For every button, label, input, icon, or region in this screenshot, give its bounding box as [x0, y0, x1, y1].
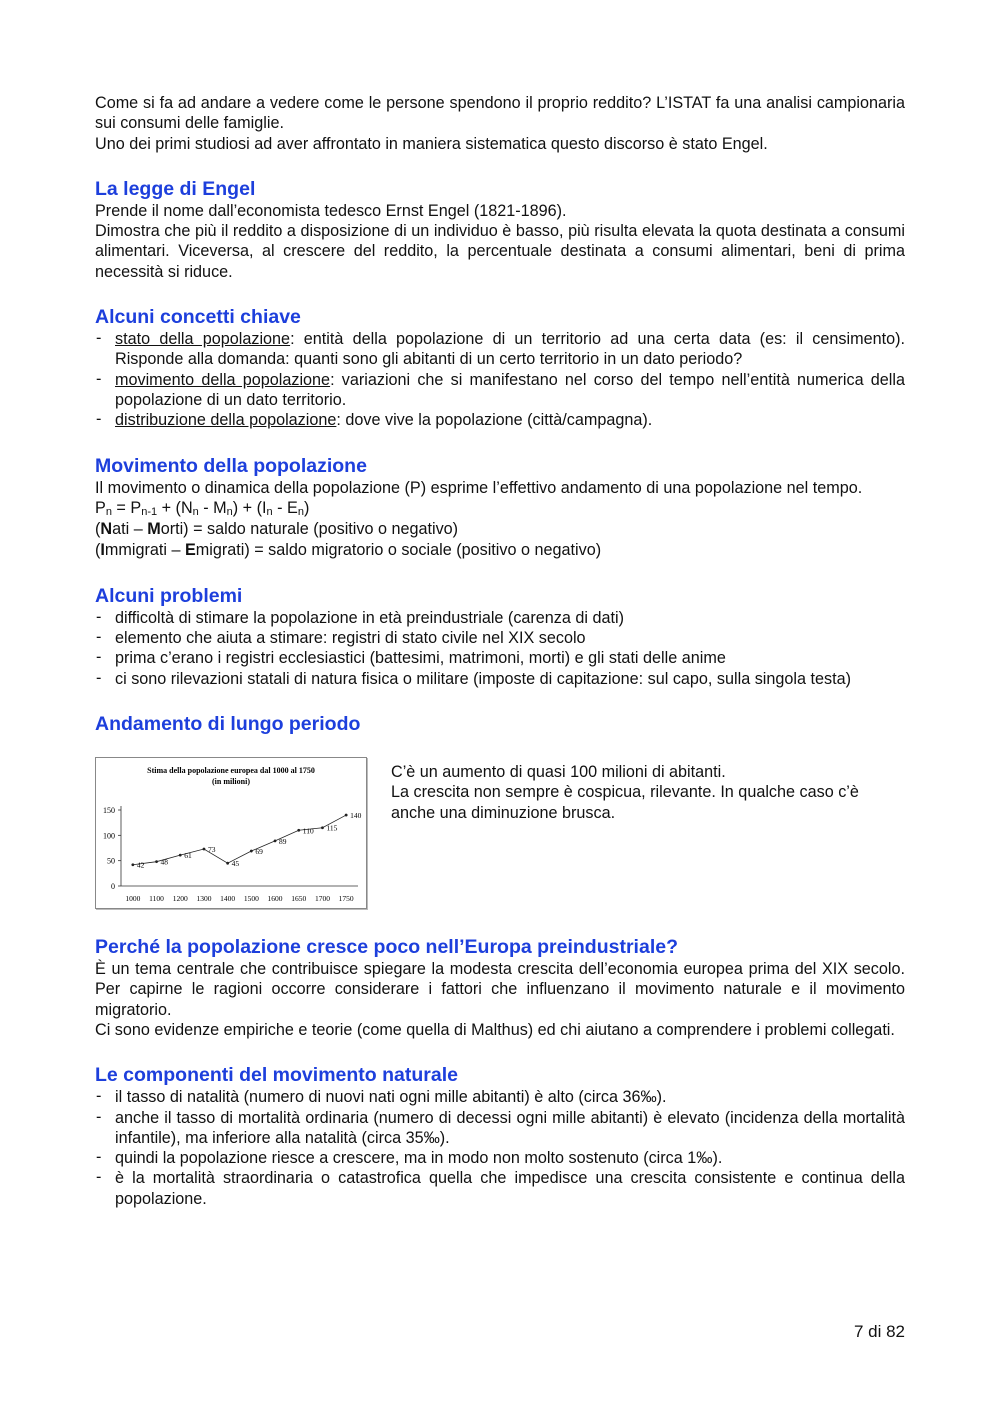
- list-item: [95, 370, 905, 411]
- data-label: 45: [231, 859, 240, 869]
- population-formula: $P_n = P_{n-1} + (N_n - M_n) + (I_n - E_n)$: [95, 498, 310, 518]
- data-point: [179, 854, 182, 857]
- data-label: 69: [255, 847, 263, 857]
- intro-paragraph-1: Come si fa ad andare a vedere come le persone spendono il proprio reddito? L’ISTAT fa una analisi campionaria sui consumi delle famiglie.: [95, 94, 905, 133]
- data-point: [274, 840, 277, 843]
- term-description: : entità della popolazione di un territorio ad una certa data (es: il censimento). Risponde alla domanda: quanti sono gli abitanti di un certo territorio in un dato periodo?: [115, 330, 905, 369]
- x-tick-label: 1200: [172, 894, 188, 904]
- list-item: - prima c’erano i registri ecclesiastici (battesimi, matrimoni, morti) e gli stati delle anime: [95, 648, 905, 668]
- data-label: 42: [136, 860, 145, 870]
- x-tick-label: 1000: [125, 894, 141, 904]
- term-description: : dove vive la popolazione (città/campagna).: [336, 411, 653, 430]
- data-point: [297, 829, 300, 832]
- data-label: 115: [326, 823, 338, 833]
- chart-row: [95, 757, 905, 909]
- heading-perche: Perché la popolazione cresce poco nell’Europa preindustriale?: [95, 936, 678, 959]
- document-page: [95, 93, 905, 1209]
- x-tick-label: 1600: [267, 894, 283, 904]
- page-number: 7 di 82: [853, 1322, 905, 1341]
- term-movimento: movimento della popolazione: [115, 370, 331, 389]
- data-label: 110: [302, 826, 314, 836]
- intro-paragraph-2: Uno dei primi studiosi ad aver affrontato in maniera sistematica questo discorso è stato Engel.: [95, 134, 768, 153]
- x-tick-label: 1700: [314, 894, 330, 904]
- chart-title: Stima della popolazione europea dal 1000 al 1750: [147, 766, 315, 776]
- heading-problemi: Alcuni problemi: [95, 584, 243, 607]
- data-label: 89: [279, 836, 287, 846]
- x-tick-label: 1650: [291, 894, 307, 904]
- list-item: - elemento che aiuta a stimare: registri di stato civile nel XIX secolo: [95, 628, 905, 648]
- y-tick-label: 0: [111, 882, 115, 892]
- section-movimento: [95, 454, 905, 561]
- chart-description: [391, 762, 905, 823]
- section-perche: [95, 935, 905, 1040]
- section-problemi: [95, 584, 905, 689]
- saldo-migratorio: (Immigrati – Emigrati) = saldo migratorio o sociale (positivo o negativo): [95, 540, 602, 559]
- data-label: 140: [350, 811, 362, 821]
- engel-paragraph-2: Dimostra che più il reddito a disposizione di un individuo è basso, più risulta elevata la quota destinata a consumi alimentari. Viceversa, al crescere del reddito, la percentuale destinata a consumi alimentari, beni di prima necessità si riduce.: [95, 222, 905, 281]
- heading-engel: La legge di Engel: [95, 177, 256, 200]
- engel-paragraph-1: Prende il nome dall’economista tedesco Ernst Engel (1821-1896).: [95, 201, 567, 220]
- componenti-list: [95, 1087, 905, 1209]
- data-label: 61: [184, 851, 192, 861]
- x-tick-label: 1750: [338, 894, 354, 904]
- data-point: [226, 862, 229, 865]
- chart-svg: [96, 758, 366, 908]
- heading-andamento: Andamento di lungo periodo: [95, 713, 361, 736]
- list-item: - il tasso di natalità (numero di nuovi nati ogni mille abitanti) è alto (circa 36‰).: [95, 1087, 905, 1107]
- list-item: [95, 410, 905, 430]
- x-tick-label: 1400: [220, 894, 236, 904]
- term-description: : variazioni che si manifestano nel corso del tempo nell’entità numerica della popolazione di un dato territorio.: [115, 370, 906, 409]
- y-tick-label: 50: [107, 856, 115, 866]
- saldo-naturale: (Nati – Morti) = saldo naturale (positivo o negativo): [95, 519, 459, 538]
- perche-paragraph-2: Ci sono evidenze empiriche e teorie (come quella di Malthus) ed chi aiutano a comprendere i problemi collegati.: [95, 1020, 895, 1039]
- list-item: - quindi la popolazione riesce a crescere, ma in modo non molto sostenuto (circa 1‰).: [95, 1148, 905, 1168]
- data-point: [155, 860, 158, 863]
- section-engel: [95, 177, 905, 282]
- list-item: - ci sono rilevazioni statali di natura fisica o militare (imposte di capitazione: sul capo, sulla singola testa): [95, 669, 905, 689]
- data-label: 48: [160, 857, 169, 867]
- heading-concetti: Alcuni concetti chiave: [95, 306, 301, 329]
- section-andamento: [95, 712, 905, 909]
- perche-paragraph-1: È un tema centrale che contribuisce spiegare la modesta crescita dell’economia europea prima del XIX secolo. Per capirne le ragioni occorre considerare i fattori che influenzano il movimento naturale e il movimento migratorio.: [95, 960, 905, 1019]
- y-tick-label: 100: [103, 831, 115, 841]
- x-tick-label: 1300: [196, 894, 212, 904]
- list-item: [95, 329, 905, 370]
- section-concetti: [95, 305, 905, 430]
- data-point: [250, 850, 253, 853]
- x-tick-label: 1500: [243, 894, 259, 904]
- concetti-list: [95, 329, 905, 430]
- list-item: - difficoltà di stimare la popolazione in età preindustriale (carenza di dati): [95, 608, 905, 628]
- andamento-paragraph-1: C’è un aumento di quasi 100 milioni di abitanti.: [391, 763, 726, 782]
- data-point: [203, 848, 206, 851]
- data-point: [345, 814, 348, 817]
- term-stato: stato della popolazione: [115, 330, 291, 349]
- population-chart: [95, 757, 367, 909]
- list-item: - è la mortalità straordinaria o catastrofica quella che impedisce una crescita consistente e continua della popolazione.: [95, 1168, 905, 1209]
- data-point: [321, 826, 324, 829]
- data-label: 73: [207, 845, 216, 855]
- heading-componenti: Le componenti del movimento naturale: [95, 1064, 458, 1087]
- x-tick-label: 1100: [149, 894, 164, 904]
- movimento-paragraph: Il movimento o dinamica della popolazione (P) esprime l’effettivo andamento di una popolazione nel tempo.: [95, 478, 863, 497]
- section-componenti: [95, 1063, 905, 1209]
- list-item: - anche il tasso di mortalità ordinaria (numero di decessi ogni mille abitanti) è elevato (incidenza della mortalità infantile), ma inferiore alla natalità (circa 35‰).: [95, 1108, 905, 1149]
- term-distribuzione: distribuzione della popolazione: [115, 411, 337, 430]
- heading-movimento: Movimento della popolazione: [95, 454, 367, 477]
- problemi-list: [95, 608, 905, 689]
- y-tick-label: 150: [103, 806, 115, 816]
- data-point: [131, 863, 134, 866]
- andamento-paragraph-2: La crescita non sempre è cospicua, rilevante. In qualche caso c’è anche una diminuzione brusca.: [391, 783, 859, 822]
- chart-subtitle: (in milioni): [211, 777, 251, 787]
